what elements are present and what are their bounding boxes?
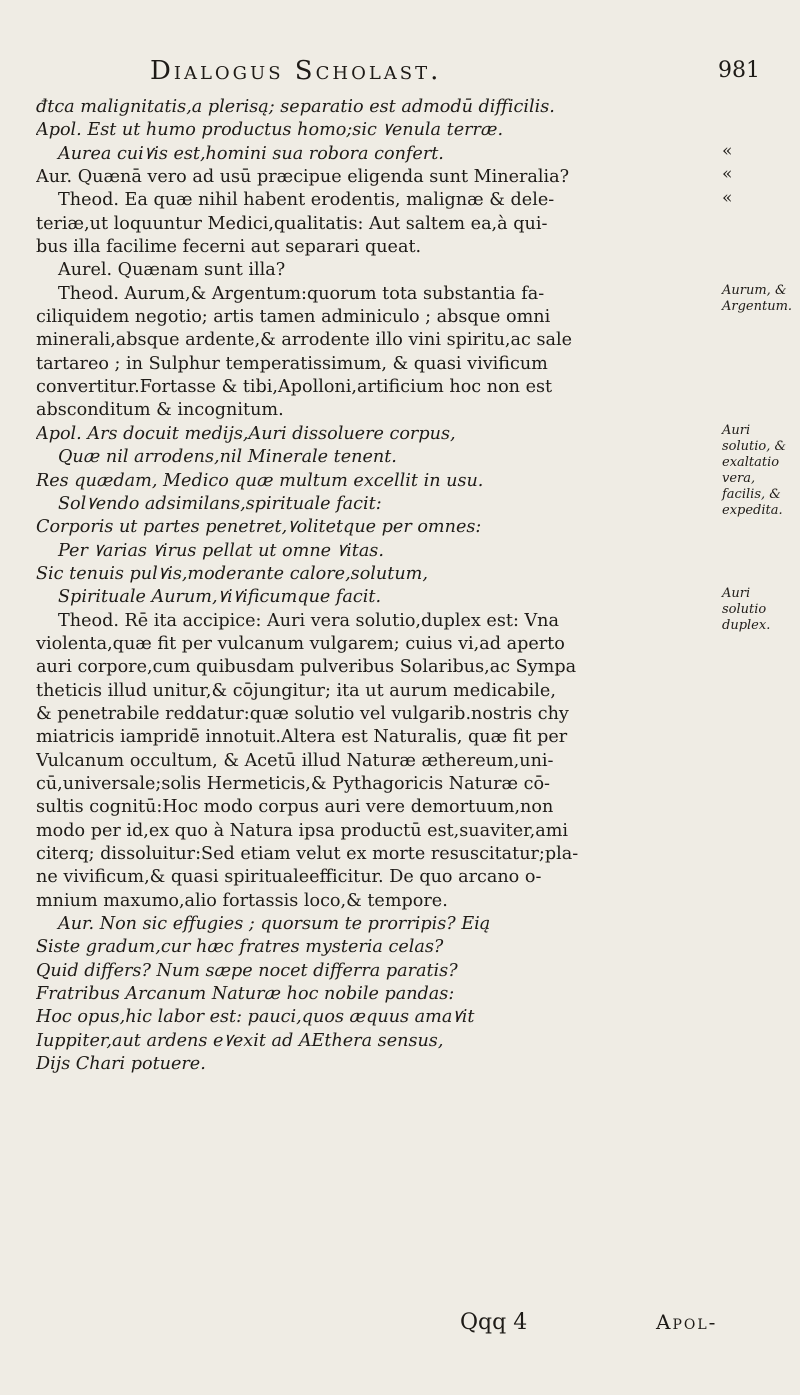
page-header bbox=[150, 56, 760, 90]
text-line: Siste gradum,cur hæc fratres mysteria celas? bbox=[36, 937, 444, 958]
text-line: auri corpore,cum quibusdam pulveribus Solaribus,ac Sympa bbox=[36, 657, 577, 678]
text-line: cū,universale;solis Hermeticis,& Pythagoricis Naturæ cō- bbox=[36, 773, 550, 794]
text-line: Hoc opus,hic labor est: pauci,quos æquus ama۷it bbox=[36, 1007, 475, 1028]
text-line: tartareo ; in Sulphur temperatissimum, & quasi vivificum bbox=[36, 353, 548, 374]
text-line: violenta,quæ fit per vulcanum vulgarem; cuius vi,ad aperto bbox=[36, 633, 565, 654]
text-line: Sic tenuis pul۷is,moderante calore,solutum, bbox=[36, 563, 428, 584]
main-text bbox=[36, 96, 716, 1076]
text-line: Fratribus Arcanum Naturæ hoc nobile pandas: bbox=[36, 984, 455, 1005]
signature-mark: Qqq 4 bbox=[460, 1310, 528, 1335]
text-line: Quid differs? Num sæpe nocet differra paratis? bbox=[36, 960, 458, 981]
text-line: absconditum & incognitum. bbox=[36, 400, 284, 421]
text-line: theticis illud unitur,& cōjungitur; ita ut aurum medicabile, bbox=[36, 680, 556, 701]
text-line: Theod. Rē ita accipice: Auri vera solutio,duplex est: Vna bbox=[58, 610, 559, 631]
text-line: Iuppiter,aut ardens e۷exit ad AEthera sensus, bbox=[36, 1030, 444, 1051]
text-line: Aurea cui۷is est,homini sua robora confert. bbox=[58, 143, 444, 164]
running-head: Dialogus Scholast. bbox=[150, 56, 442, 86]
margin-note: Auri solutio duplex. bbox=[722, 586, 771, 634]
text-line: teriæ,ut loquuntur Medici,qualitatis: Aut saltem ea,à qui- bbox=[36, 213, 548, 234]
text-line: Dijs Chari potuere. bbox=[36, 1054, 206, 1075]
text-line: ciliquidem negotio; artis tamen adminiculo ; absque omni bbox=[36, 307, 551, 328]
page-footer bbox=[36, 1310, 756, 1340]
catchword: Apol- bbox=[656, 1310, 718, 1334]
text-line: Quæ nil arrodens,nil Minerale tenent. bbox=[58, 447, 397, 468]
text-line: Corporis ut partes penetret,۷olitetque per omnes: bbox=[36, 517, 482, 538]
text-line: Sol۷endo adsimilans,spirituale facit: bbox=[58, 493, 382, 514]
text-line: ne vivificum,& quasi spiritualeefficitur. De quo arcano o- bbox=[36, 867, 542, 888]
text-line: Spirituale Aurum,۷i۷ificumque facit. bbox=[58, 587, 382, 608]
text-line: bus illa facilime fecerni aut separari queat. bbox=[36, 237, 422, 258]
margin-note: Aurum, & Argentum. bbox=[722, 282, 793, 314]
quote-marks bbox=[722, 140, 752, 210]
text-line: Theod. Aurum,& Argentum:quorum tota substantia fa- bbox=[58, 283, 545, 304]
text-line: minerali,absque ardente,& arrodente illo vini spiritu,ac sale bbox=[36, 330, 573, 351]
text-line: citerq; dissoluitur:Sed etiam velut ex morte resuscitatur;pla- bbox=[36, 844, 579, 864]
text-line: convertitur.Fortasse & tibi,Apolloni,artificium hoc non est bbox=[36, 377, 553, 398]
text-line: sultis cognitū:Hoc modo corpus auri vere demortuum,non bbox=[36, 797, 554, 818]
text-line: Theod. Ea quæ nihil habent erodentis, malignæ & dele- bbox=[58, 190, 555, 211]
text-line: Apol. Ars docuit medijs,Auri dissoluere corpus, bbox=[36, 423, 456, 444]
text-line: Vulcanum occultum, & Acetū illud Naturæ æthereum,uni- bbox=[36, 750, 554, 771]
text-line: Aur. Non sic effugies ; quorsum te prorripis? Eią bbox=[58, 914, 491, 935]
text-line: Apol. Est ut humo productus homo;sic ۷enula terræ. bbox=[36, 120, 504, 141]
text-line: miatricis iampridē innotuit.Altera est Naturalis, quæ fit per bbox=[36, 727, 568, 748]
quote-mark: « bbox=[722, 187, 733, 208]
text-line: Per ۷arias ۷irus pellat ut omne ۷itas. bbox=[58, 540, 384, 561]
margin-note: Auri solutio, & exaltatio vera, facilis, & expedita. bbox=[722, 422, 787, 518]
quote-mark: « bbox=[722, 141, 733, 161]
text-line: modo per id,ex quo à Natura ipsa productū est,suaviter,ami bbox=[36, 820, 569, 841]
text-line: mnium maxumo,alio fortassis loco,& tempore. bbox=[36, 890, 448, 911]
text-line: Aurel. Quænam sunt illa? bbox=[58, 260, 286, 281]
text-line: & penetrabile reddatur:quæ solutio vel vulgarib.nostris chy bbox=[36, 703, 569, 724]
text-line: Aur. Quænā vero ad usū præcipue eligenda sunt Mineralia? bbox=[36, 167, 570, 188]
text-line: Res quædam, Medico quæ multum excellit in usu. bbox=[36, 470, 484, 491]
quote-mark: « bbox=[722, 164, 733, 185]
page-number: 981 bbox=[718, 58, 760, 83]
text-line: đtca malignitatis,a plerisą; separatio est admodū difficilis. bbox=[36, 97, 555, 117]
